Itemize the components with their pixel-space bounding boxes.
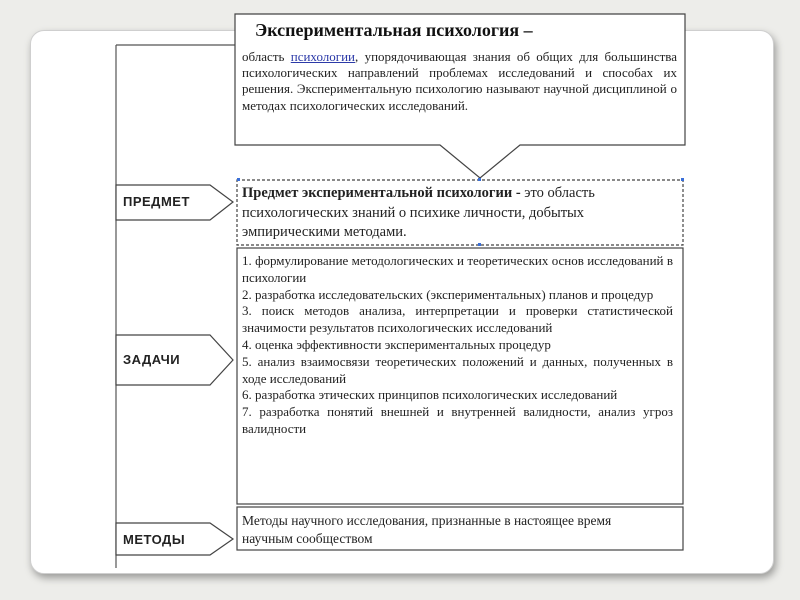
psychology-link[interactable]: психологии <box>290 49 356 64</box>
subject-rest-text: это область психологических знаний о психике личности, добытых эмпирическими методами. <box>242 185 595 240</box>
list-item: 7. разработка понятий внешней и внутренней валидности, анализ угроз валидности <box>242 404 673 436</box>
methods-text: Методы научного исследования, признанные в настоящее время научным сообществом <box>242 513 612 546</box>
list-item: 5. анализ взаимосвязи теоретических положений и данных, полученных в ходе исследований <box>242 353 673 386</box>
list-item: 3. поиск методов анализа, интерпретации и проверки статистической значимости результатов психологических исследований <box>242 303 673 336</box>
selection-handle <box>681 178 684 181</box>
title-dash: – <box>523 20 533 40</box>
list-item: 4. оценка эффективности экспериментальных процедур <box>242 336 551 352</box>
list-item: 6. разработка этических принципов психологических исследований <box>242 387 618 403</box>
definition-text <box>242 49 677 114</box>
methods-label: МЕТОДЫ <box>123 532 186 547</box>
selection-handle <box>478 178 481 181</box>
list-item: 2. разработка исследовательских (экспериментальных) планов и процедур <box>242 286 654 302</box>
subject-bold-text: Предмет экспериментальной психологии - <box>242 185 521 201</box>
selection-handle <box>237 178 240 181</box>
selection-handle <box>478 243 481 246</box>
definition-start: область <box>242 49 285 64</box>
title-text: Экспериментальная психология <box>255 20 520 40</box>
tasks-list <box>242 253 673 438</box>
definition-rest: , упорядочивающая знания об общих для большинства психологических направлений проблемах исследований и способах их решения. Экспериментальную психологию называют научной дисциплиной о методах психологических исследований. <box>242 49 678 113</box>
subject-text <box>242 184 672 243</box>
subject-label: ПРЕДМЕТ <box>123 194 190 209</box>
list-item: 1. формулирование методологических и теоретических основ исследований в психологии <box>242 253 673 285</box>
diagram-title <box>255 20 665 41</box>
tasks-label: ЗАДАЧИ <box>123 352 181 367</box>
